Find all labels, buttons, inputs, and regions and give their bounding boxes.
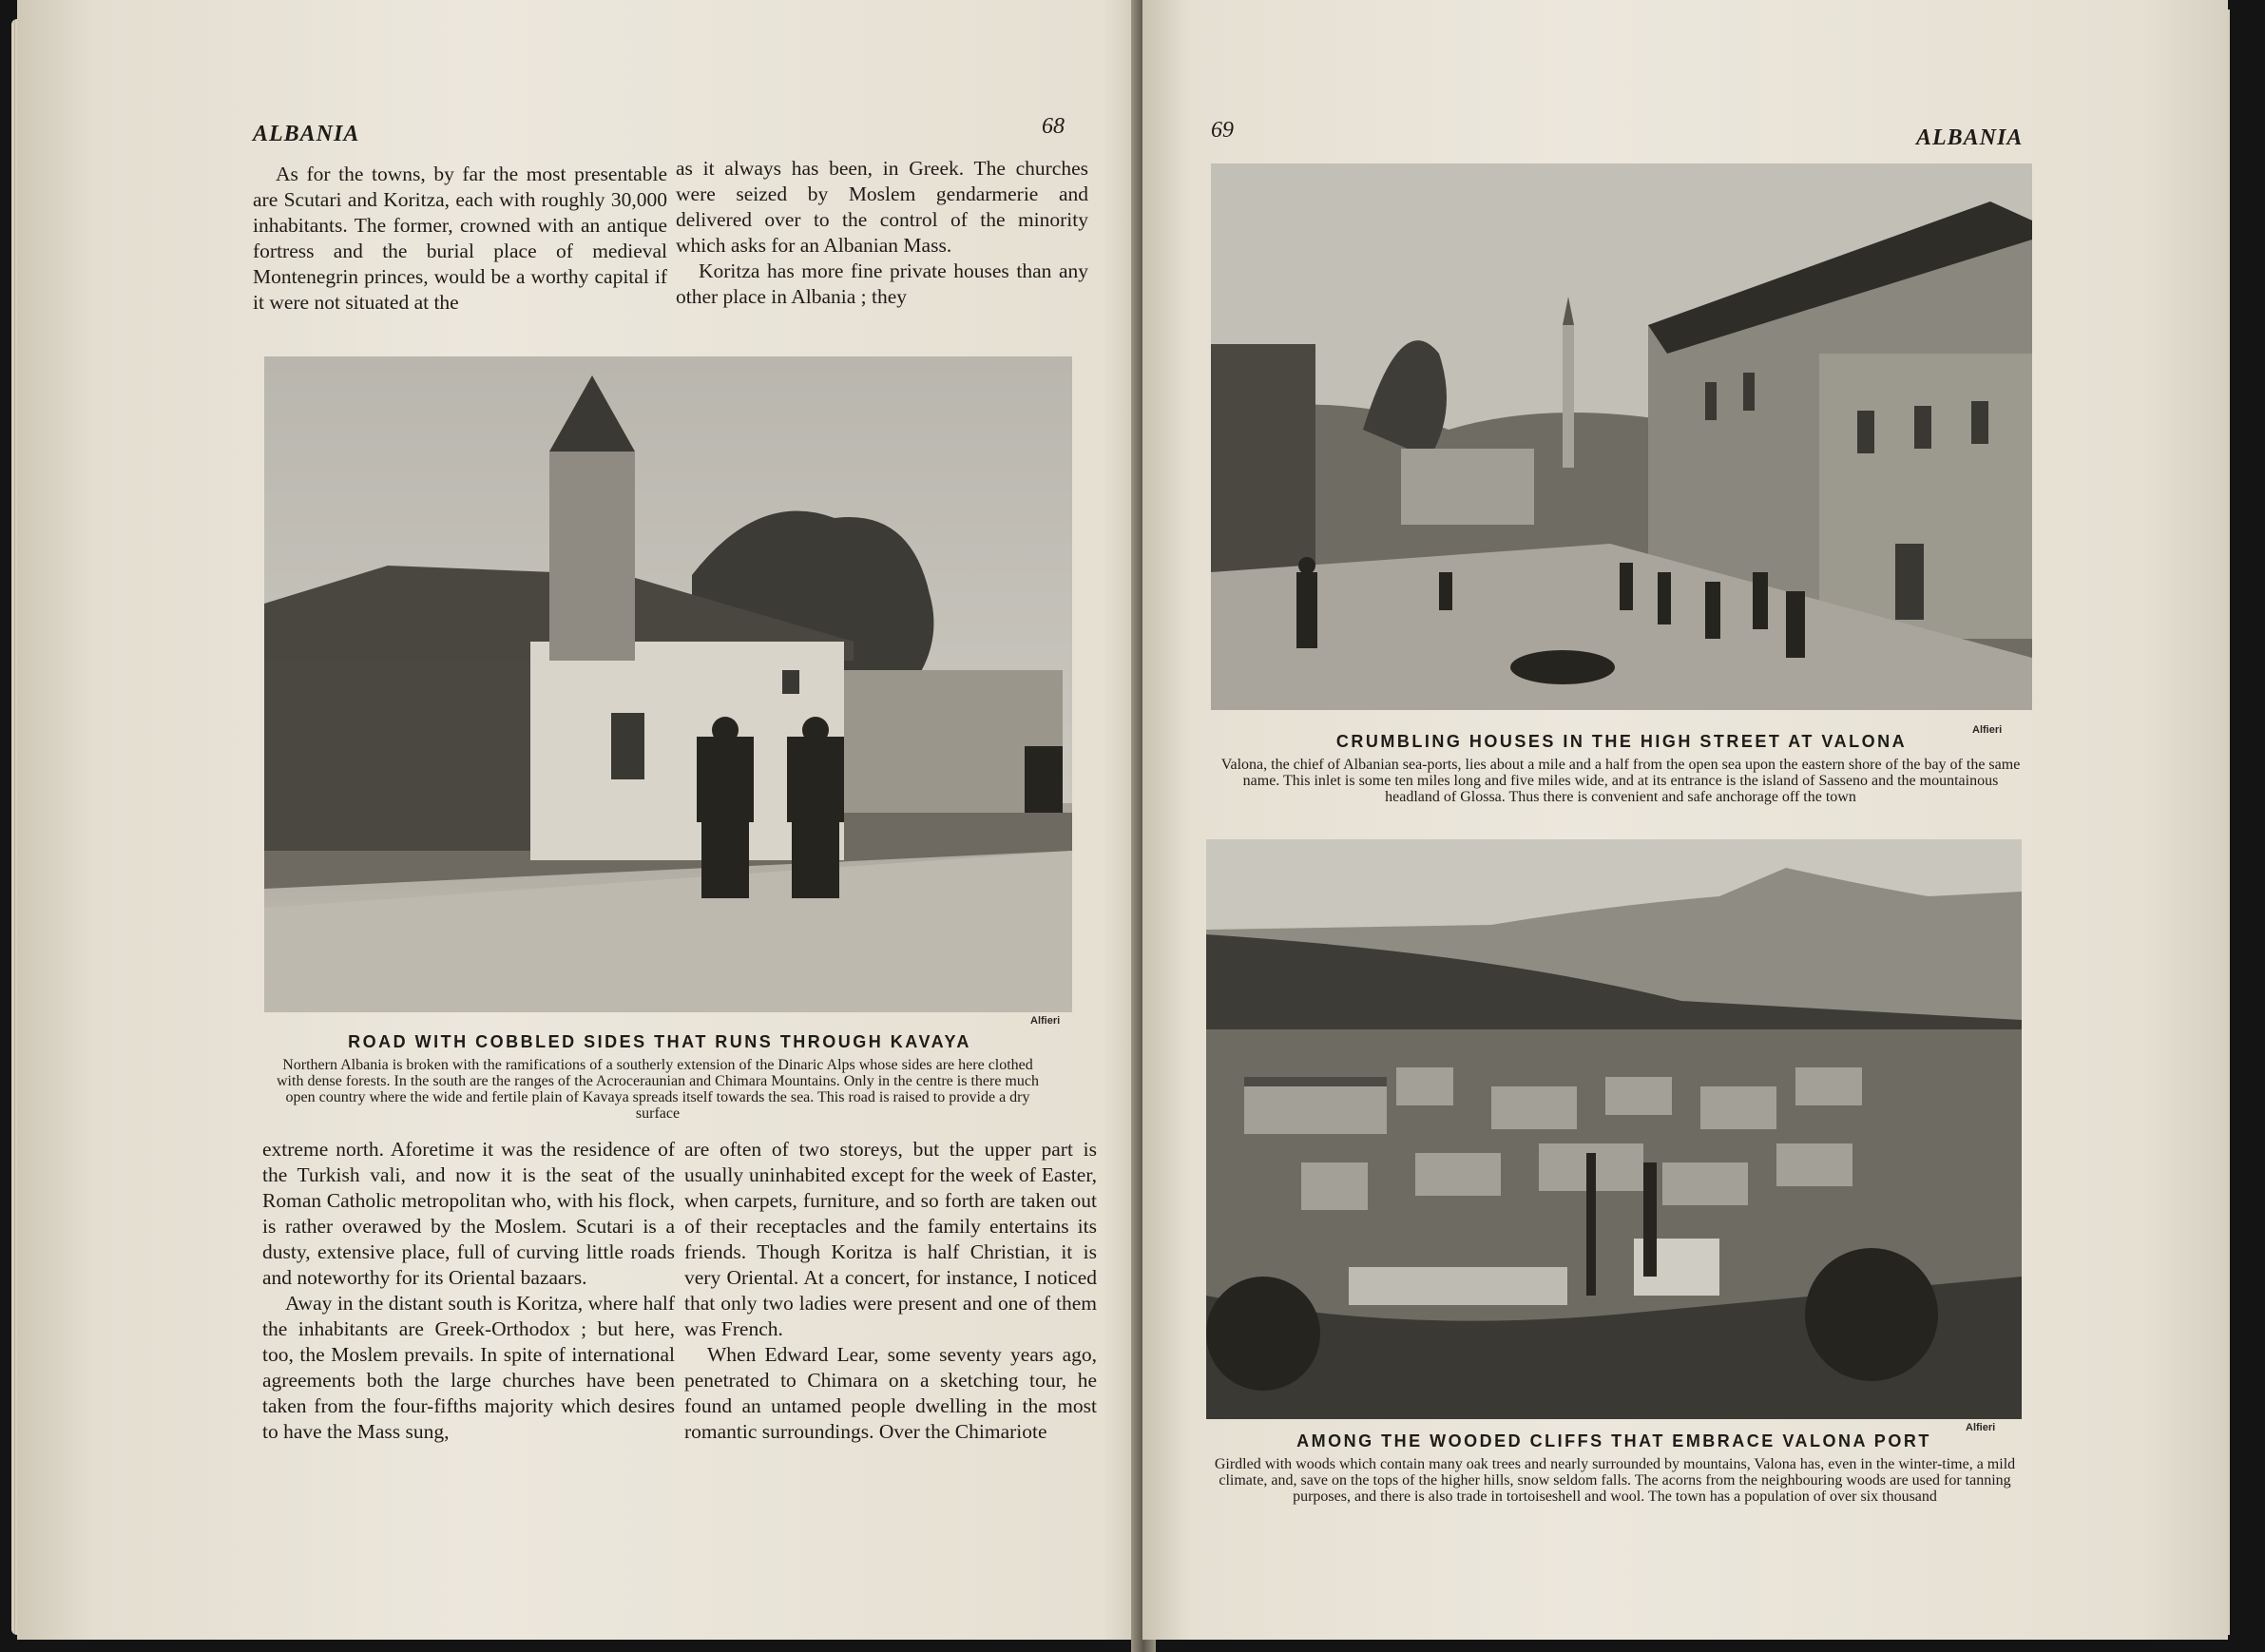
- caption-title-valona-street: CRUMBLING HOUSES IN THE HIGH STREET AT VALONA: [1335, 732, 1908, 751]
- page-number-left: 68: [1042, 114, 1065, 139]
- left-column-bottom-1: [262, 1137, 675, 1445]
- page-number-right: 69: [1211, 118, 1234, 143]
- paragraph: extreme north. Aforetime it was the residence of the Turkish vali, and now it is the seat of the Roman Catholic metropolitan who, with his flock, is rather overawed by the Moslem. Scutari is a dusty, extensive place, full of curving little roads and noteworthy for its Oriental bazaars.: [262, 1138, 675, 1289]
- photo-credit: Alfieri: [1966, 1422, 1996, 1433]
- caption-text-kavaya: Northern Albania is broken with the ramifications of a southerly extension of the Dinaric Alps whose sides are here clothed with dense forests. In the south are the ranges of the Acroceraunian and Chimara Mountains. Only in the centre is there much open country where the wide and fertile plain of Kavaya spreads itself towards the sea. This road is raised to provide a dry surface: [277, 1057, 1039, 1122]
- paragraph: When Edward Lear, some seventy years ago, penetrated to Chimara on a sketching tour, he found an untamed people dwelling in the most romantic surroundings. Over the Chimariote: [684, 1343, 1097, 1443]
- caption-text-valona-port: Girdled with woods which contain many oak trees and nearly surrounded by mountains, Valona has, even in the winter-time, a mild climate, and, save on the tops of the higher hills, snow seldom falls. The acorns from the neighbouring woods are used for tanning purposes, and there is also trade in tortoiseshell and wool. The town has a population of over six thousand: [1214, 1456, 2016, 1505]
- running-head-right: ALBANIA: [1916, 125, 2024, 150]
- photo-valona-port-cliffs: [1206, 839, 2022, 1419]
- left-page: [17, 0, 1148, 1640]
- paragraph: Koritza has more fine private houses than any other place in Albania ; they: [676, 259, 1088, 308]
- caption-text-valona-street: Valona, the chief of Albanian sea-ports, lies about a mile and a half from the open sea upon the eastern shore of the bay of the same name. This inlet is some ten miles long and five miles wide, and at its entrance is the island of Sasseno and the mountainous headland of Glossa. Thus there is convenient and safe anchorage off the town: [1220, 757, 2021, 805]
- paragraph: as it always has been, in Greek. The churches were seized by Moslem gendarmerie and delivered over to the control of the minority which asks for an Albanian Mass.: [676, 157, 1088, 257]
- caption-title-kavaya: ROAD WITH COBBLED SIDES THAT RUNS THROUGH KAVAYA: [348, 1032, 971, 1051]
- caption-title-valona-port: AMONG THE WOODED CLIFFS THAT EMBRACE VALONA PORT: [1296, 1431, 1931, 1450]
- running-head-left: ALBANIA: [253, 122, 360, 146]
- right-page: [1142, 0, 2228, 1640]
- left-column-top-1: [253, 162, 667, 316]
- paragraph: As for the towns, by far the most presentable are Scutari and Koritza, each with roughly 30,000 inhabitants. The former, crowned with an antique fortress and the burial place of medieval Montenegrin princes, would be a worthy capital if it were not situated at the: [253, 163, 667, 314]
- left-column-top-2: [676, 156, 1088, 310]
- photo-kavaya-road: [264, 356, 1072, 1012]
- photo-valona-high-street: [1211, 163, 2032, 710]
- left-column-bottom-2: [684, 1137, 1097, 1445]
- paragraph: are often of two storeys, but the upper part is usually uninhabited except for the week of Easter, when carpets, furniture, and so forth are taken out of their receptacles and the family entertains its friends. Though Koritza is half Christian, it is very Oriental. At a concert, for instance, I noticed that only two ladies were present and one of them was French.: [684, 1138, 1097, 1340]
- photo-credit: Alfieri: [1972, 724, 2003, 736]
- paragraph: Away in the distant south is Koritza, where half the inhabitants are Greek-Orthodox ; but here, too, the Moslem prevails. In spite of international agreements both the large churches have been taken from the four-fifths majority which desires to have the Mass sung,: [262, 1292, 675, 1443]
- photo-credit: Alfieri: [1030, 1015, 1061, 1027]
